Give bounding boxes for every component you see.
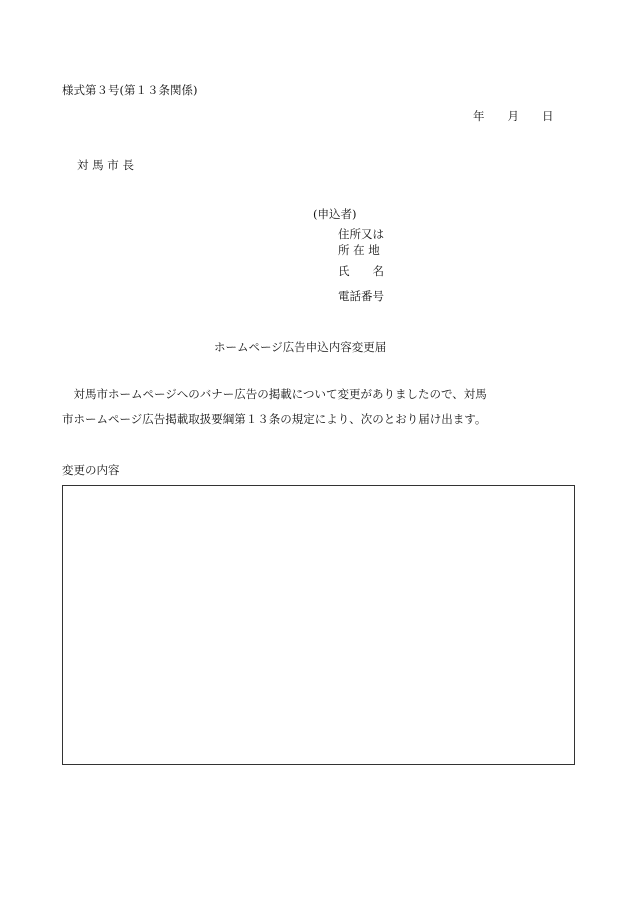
body-text-line-2: 市ホームページ広告掲載取扱要綱第１３条の規定により、次のとおり届け出ます。 — [62, 412, 487, 426]
date-line: 年 月 日 — [473, 109, 554, 123]
document-title: ホームページ広告申込内容変更届 — [214, 340, 387, 354]
body-text-line-1: 対馬市ホームページへのバナー広告の掲載について変更がありましたので、対馬 — [62, 387, 487, 401]
name-label: 氏 名 — [338, 264, 384, 278]
form-number: 様式第３号(第１３条関係) — [62, 83, 198, 97]
applicant-heading: (申込者) — [313, 207, 357, 221]
phone-label: 電話番号 — [338, 289, 384, 303]
change-content-label: 変更の内容 — [62, 463, 120, 477]
location-label: 所 在 地 — [338, 243, 380, 257]
change-content-box[interactable] — [62, 485, 575, 765]
addressee: 対 馬 市 長 — [77, 158, 134, 172]
address-label: 住所又は — [338, 227, 384, 241]
